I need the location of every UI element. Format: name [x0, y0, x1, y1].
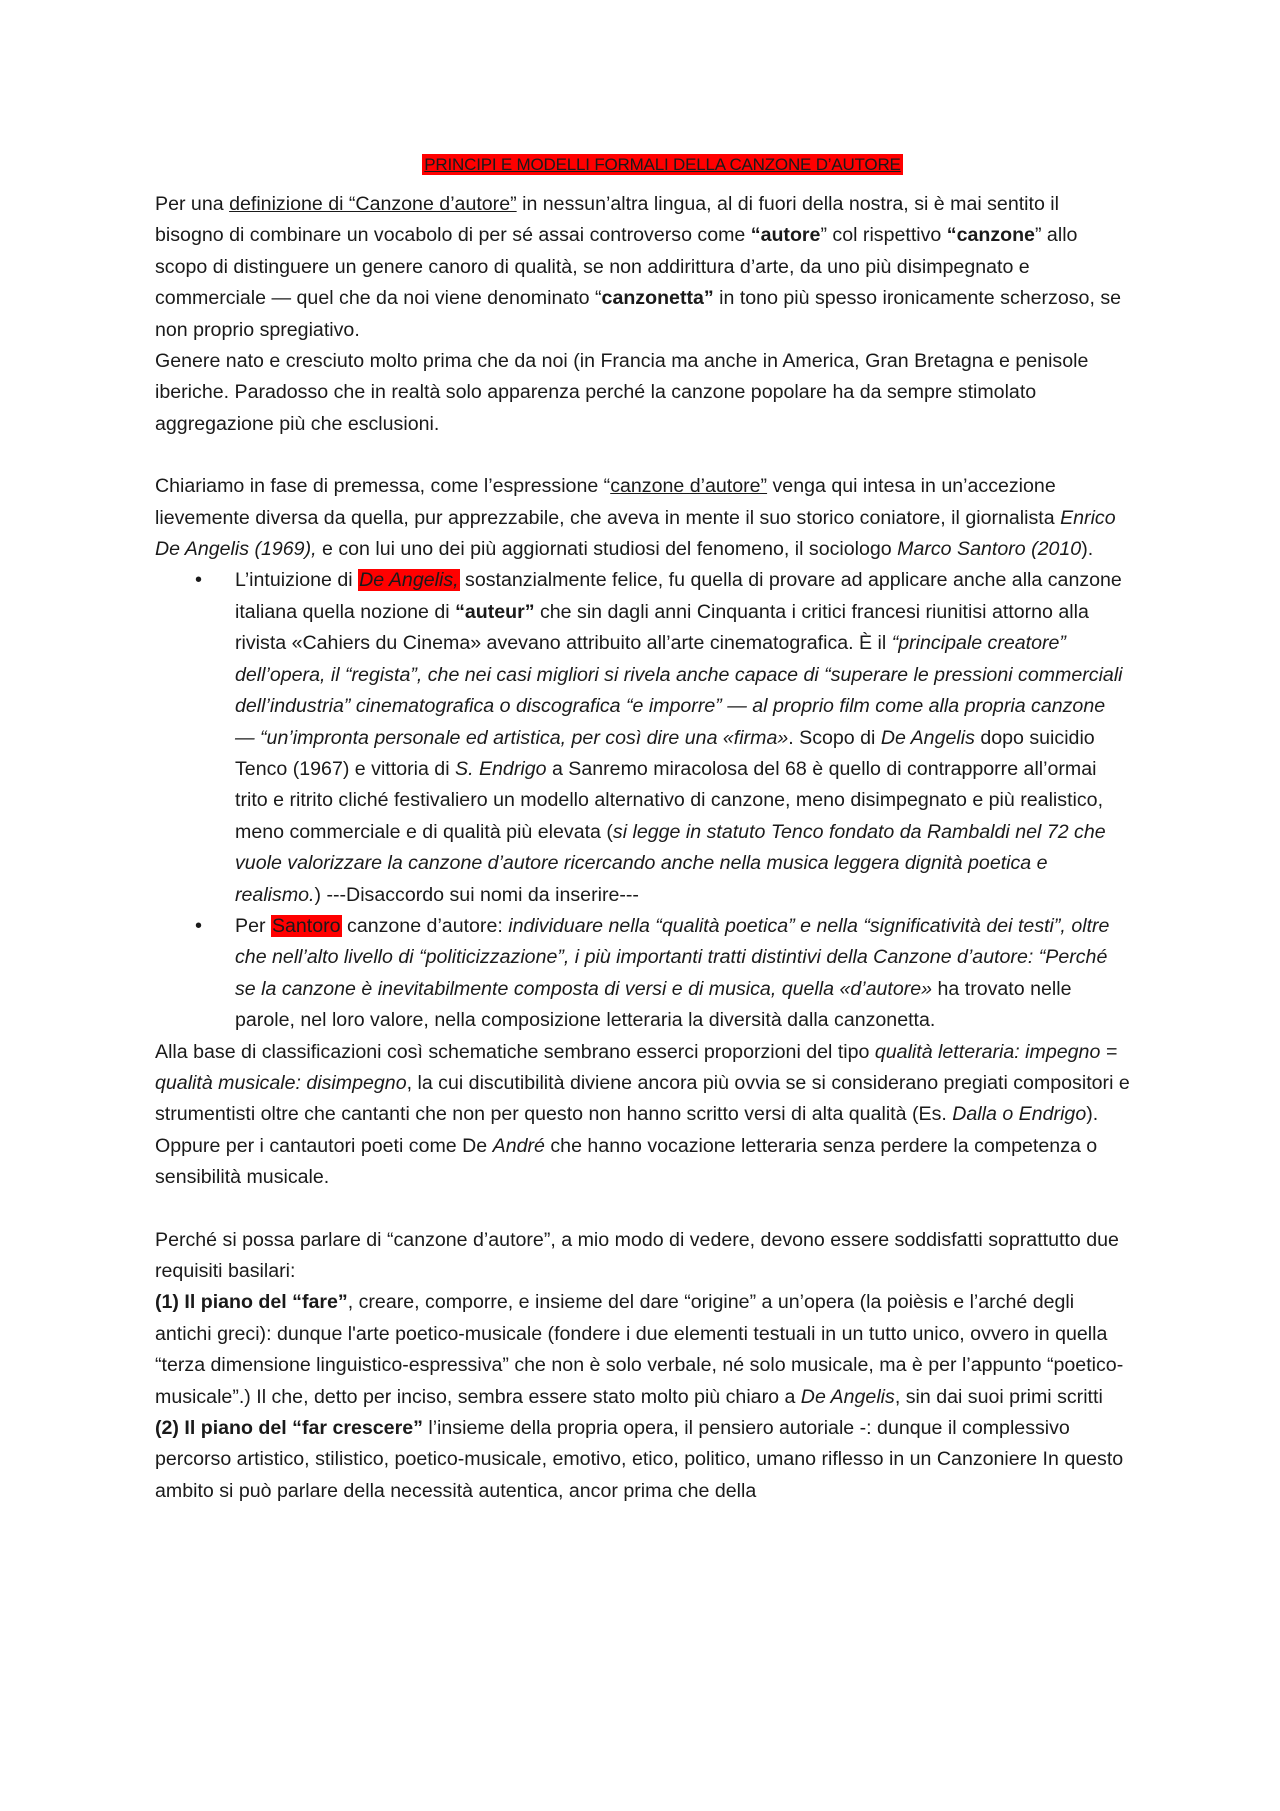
text-run: . Scopo di [788, 726, 881, 749]
text-run: ” allo scopo di distinguere un genere canoro di qualità, se non addirittura d’arte, da uno più disimpegnato e commerciale — quel che da noi viene denominato “ [155, 224, 1078, 310]
text-run: L’intuizione di [235, 569, 359, 592]
text-run: , sin dai suoi primi scritti [894, 1385, 1103, 1408]
italic-name: De Angelis [800, 1385, 895, 1408]
paragraph-genre-origin: Genere nato e cresciuto molto prima che da noi (in Francia ma anche in America, Gran Bretagna e penisole iberiche. Paradosso che in realtà solo apparenza perché la canzone popolare ha da sempre stimolato aggregazione più che esclusioni. [155, 350, 1089, 435]
paragraph-premise [155, 471, 1130, 565]
text-run: Per [235, 914, 271, 937]
bold-term: canzonetta” [601, 287, 714, 310]
bold-term: “canzone [946, 224, 1035, 247]
bullet-icon: • [195, 914, 203, 937]
italic-formula: qualità letteraria: impegno = qualità musicale: disimpegno [155, 1040, 1118, 1094]
text-run: in tono più spesso ironicamente scherzoso, se non proprio spregiativo. [155, 287, 1122, 341]
text-run: che sin dagli anni Cinquanta i critici francesi riunitisi attorno alla rivista «Cahiers du Cinema» avevano attribuito all’arte cinematografica. È il [235, 600, 1089, 655]
text-run: Chiariamo in fase di premessa, come l’espressione “ [155, 475, 611, 498]
bullet-icon: • [195, 569, 203, 592]
highlighted-name: De Angelis, [359, 569, 459, 592]
underlined-term: canzone d’autore” [610, 475, 768, 498]
paragraph-definition [155, 189, 1130, 346]
bold-term: “auteur” [455, 600, 535, 623]
text-run: ). [1081, 538, 1094, 561]
text-run: dopo suicidio Tenco (1967) e vittoria di [235, 726, 1095, 780]
bullet-item-santoro [195, 911, 1130, 1037]
paragraph-classification [155, 1037, 1130, 1194]
text-run: ) ---Disaccordo sui nomi da inserire--- [314, 883, 639, 906]
text-run: in nessun’altra lingua, al di fuori della nostra, si è mai sentito il bisogno di combinare un vocabolo di per sé assai controverso come [155, 193, 1060, 247]
text-run: e con lui uno dei più aggiornati studiosi del fenomeno, il sociologo [316, 538, 898, 561]
text-run: ). Oppure per i cantautori poeti come De [155, 1103, 1099, 1157]
text-run: ” col rispettivo [820, 224, 947, 247]
italic-name: De Angelis [880, 726, 975, 749]
text-run: venga qui intesa in un’accezione lievemente diversa da quella, pur apprezzabile, che aveva in mente il suo storico coniatore, il giornalista [155, 475, 1061, 529]
underlined-term: definizione di “Canzone d’autore” [229, 193, 517, 215]
highlighted-name: Santoro [271, 914, 341, 937]
text-run: canzone d’autore: [341, 914, 509, 937]
italic-name: Dalla o Endrigo [952, 1103, 1087, 1126]
text-run: , creare, comporre, e insieme del dare “origine” a un’opera (la poièsis e l’arché degli antichi greci): dunque l'arte poetico-musicale (fondere i due elementi testuali in un tutto unico, ovvero in quella “terza dimensione linguistico-espressiva” che non è solo verbale, né solo musicale, ma è per l’appunto “poetico-musicale”.) Il che, detto per inciso, sembra essere stato molto più chiaro a [155, 1291, 1124, 1408]
bold-heading: (2) Il piano del “far crescere” [155, 1417, 423, 1440]
paragraph-requirements: Perché si possa parlare di “canzone d’autore”, a mio modo di vedere, devono essere soddisfatti soprattutto due requisiti basilari: [155, 1228, 1119, 1282]
text-run: ha trovato nelle parole, nel loro valore, nella composizione letteraria la diversità dalla canzonetta. [235, 977, 1072, 1032]
italic-citation: Enrico De Angelis (1969), [155, 506, 1116, 561]
paragraph-requirement-1 [155, 1287, 1130, 1413]
document-title: PRINCIPI E MODELLI FORMALI DELLA CANZONE D’AUTORE [424, 155, 901, 174]
text-run: , la cui discutibilità diviene ancora più ovvia se si considerano pregiati compositori e strumentisti oltre che cantanti che non per questo non hanno scritto versi di alta qualità (Es. [155, 1071, 1130, 1126]
text-run: che hanno vocazione letteraria senza perdere la competenza o sensibilità musicale. [155, 1134, 1098, 1189]
paragraph-requirement-2 [155, 1413, 1130, 1507]
text-run: Alla base di classificazioni così schematiche sembrano esserci proporzioni del tipo [155, 1040, 875, 1063]
title-block [155, 155, 1130, 175]
text-run: l’insieme della propria opera, il pensiero autoriale -: dunque il complessivo percorso artistico, stilistico, poetico-musicale, emotivo, etico, politico, umano riflesso in un Canzoniere In questo ambito si può parlare della necessità autentica, ancor prima che della [155, 1417, 1124, 1502]
spacer [155, 440, 1130, 471]
italic-quote: individuare nella “qualità poetica” e nella “significatività dei testi”, oltre che nell’alto livello di “politicizzazione”, i più importanti tratti distintivi della Canzone d’autore: “Perché se la canzone è inevitabilmente composta di versi e di musica, quella «d’autore» [235, 914, 1110, 1000]
spacer [155, 1194, 1130, 1225]
italic-quote: “principale creatore” dell’opera, il “regista”, che nei casi migliori si rivela anche capace di “superare le pressioni commerciali dell’industria” cinematografica o discografica “e imporre” — al proprio film come alla propria canzone — “un’impronta personale ed artistica, per così dire una «firma» [235, 632, 1123, 749]
italic-name: André [492, 1134, 545, 1157]
bold-heading: (1) Il piano del “fare” [155, 1291, 348, 1314]
text-run: a Sanremo miracolosa del 68 è quello di contrapporre all’ormai trito e ritrito cliché festivaliero un modello alternativo di canzone, meno disimpegnato e più realistico, meno commerciale e di qualità più elevata ( [235, 757, 1104, 843]
bullet-item-de-angelis [195, 565, 1130, 910]
bullet-list [155, 565, 1130, 1036]
text-run: sostanzialmente felice, fu quella di provare ad applicare anche alla canzone italiana quella nozione di [235, 569, 1122, 623]
italic-quote: si legge in statuto Tenco fondato da Rambaldi nel 72 che vuole valorizzare la canzone d’autore ricercando anche nella musica leggera dignità poetica e realismo. [235, 820, 1106, 906]
italic-name: S. Endrigo [455, 757, 547, 780]
bold-term: “autore [750, 224, 821, 247]
italic-citation: Marco Santoro (2010 [897, 538, 1082, 561]
text-run: Per una [155, 193, 230, 215]
